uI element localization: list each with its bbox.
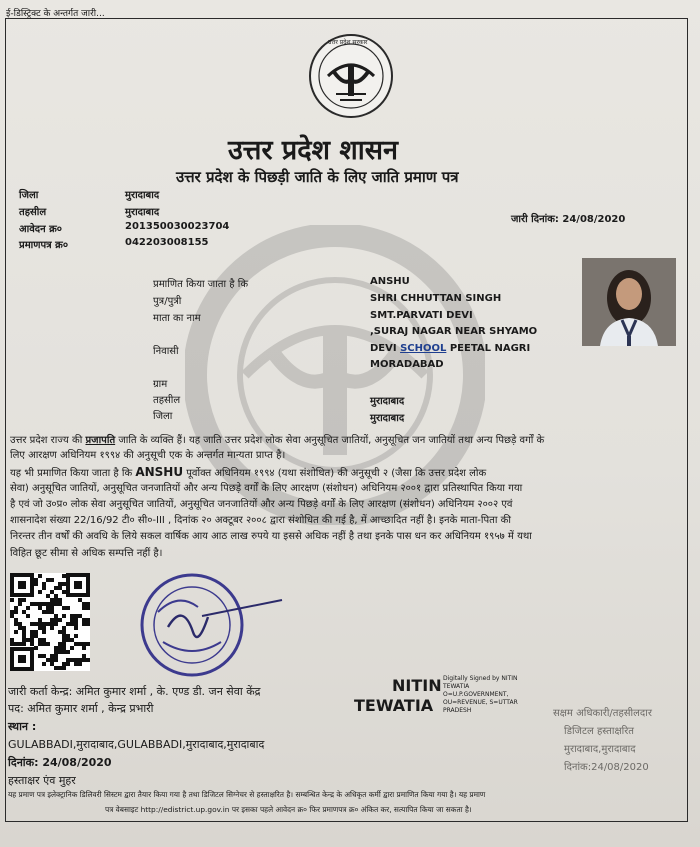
parent-name: SHRI CHHUTTAN SINGH [370,293,502,304]
digital-signature-block: Digitally Signed by NITIN TEWATIA O=U.P.GOVERNMENT, OU=REVENUE, S=UTTAR PRADESH [443,675,518,714]
application-label: आवेदन क्र० [19,224,63,235]
certify-paragraph-line-1: यह भी प्रमाणित किया जाता है कि ANSHU पूर्वोक्त अधिनियम १९९४ (यथा संशोधित) की अनुसूची २ (जैसा कि उत्तर प्रदेश लोक [10,465,487,479]
signer-name-line-2: TEWATIA [354,696,434,715]
page-title: उत्तर प्रदेश शासन [228,135,398,166]
address-school-word: SCHOOL [400,343,447,354]
address-line-1: ,SURAJ NAGAR NEAR SHYAMO [370,326,538,337]
person-district-value: मुरादाबाद [370,413,405,424]
footer-line-1: यह प्रमाण पत्र इलेक्ट्रानिक डिलिवरी सिस्टम द्वारा तैयार किया गया है तथा डिजिटल सिग्नेचर से हस्ताक्षरित है। सम्बन्धित केन्द्र के अधिकृत कर्मी द्वारा प्रमाणित किया गया है। यह प्रमाण [8,790,486,799]
application-number: 201350030023704 [125,221,230,232]
official-seal-icon [138,572,246,678]
certify-paragraph-line-6: विहित छूट सीमा से अधिक सम्पत्ति नहीं है। [10,548,163,559]
certify-name: ANSHU [135,465,184,479]
certify-paragraph-line-2: सेवा) अनुसूचित जातियों, अनुसूचित जनजातियों और अन्य पिछड़े वर्गों के लिए आरक्षण (संशोधन) अधिनियम २००१ द्वारा प्रतिस्थापित किया गया [10,483,523,494]
issuer-date: दिनांक: 24/08/2020 [8,756,112,769]
authority-place: मुरादाबाद,मुरादाबाद [564,744,636,755]
certify-label: प्रमाणित किया जाता है कि [153,279,249,290]
sign-and-seal-label: हस्ताक्षर एंव मुहर [8,774,76,787]
caste-name: प्रजापति [85,435,116,446]
certify-paragraph-line-3: है एवं जो उ०प्र० लोक सेवा अनुसूचित जातियों, अनुसूचित जनजातियों और अन्य पिछड़े वर्गों के लिए आरक्षण (संशोधन) अधिनियम २००२ एवं [10,499,513,510]
mother-name: SMT.PARVATI DEVI [370,310,473,321]
top-note: ई-डिस्ट्रिक्ट के अन्तर्गत जारी... [6,9,105,19]
certificate-number: 042203008155 [125,237,209,248]
person-tehsil-label: तहसील [153,395,181,406]
issuer-center: जारी कर्ता केन्द्र: अमित कुमार शर्मा , के. एण्ड डी. जन सेवा केंद्र [8,685,261,698]
authority-digital-sign: डिजिटल हस्ताक्षरित [564,726,634,737]
person-district-label: जिला [153,411,173,422]
tehsil-value: मुरादाबाद [125,207,160,218]
certificate-label: प्रमाणपत्र क्र० [19,240,69,251]
authority-date: दिनांक:24/08/2020 [564,762,649,773]
applicant-portrait-icon [582,258,676,346]
signature-stroke-icon [200,596,285,618]
caste-paragraph-line-2: लिए आरक्षण अधिनियम १९९४ की अनुसूची एक के अन्तर्गत मान्यता प्राप्त है। [10,450,286,461]
issue-date: जारी दिनांक: 24/08/2020 [511,214,626,225]
place-label: स्थान : [8,720,37,733]
qr-code-icon [10,573,90,671]
applicant-photo [582,258,676,346]
district-label: जिला [19,190,39,201]
emblem-text: उत्तर प्रदेश सरकार [328,39,368,46]
certify-paragraph-line-4: शासनादेश संख्या 22/16/92 टी० सी०-III , दिनांक २० अक्टूबर २००८ द्वारा संशोधित की गई है, में आच्छादित नहीं है। इनके माता-पिता की [10,515,511,526]
signer-name-line-1: NITIN [392,676,442,695]
issuer-post: पद: अमित कुमार शर्मा , केन्द्र प्रभारी [8,702,154,715]
district-value: मुरादाबाद [125,190,160,201]
parent-label: पुत्र/पुत्री [153,296,182,307]
applicant-name: ANSHU [370,276,410,287]
address-line-2: DEVI SCHOOL PEETAL NAGRI [370,343,531,354]
village-label: ग्राम [153,379,168,390]
footer-line-2: पत्र वेबसाइट http://edistrict.up.gov.in पर इसका पहले आवेदन क्र० फिर प्रमाणपत्र क्र० अंकित कर, सत्यापित किया जा सकता है। [105,805,472,814]
authority-title: सक्षम अधिकारी/तहसीलदार [553,708,652,719]
caste-paragraph-line-1: उत्तर प्रदेश राज्य की प्रजापति जाति के व्यक्ति हैं। यह जाति उत्तर प्रदेश लोक सेवा अनुसूचित जातियों, अनुसूचित जन जातियों तथा अन्य पिछड़े वर्गों के [10,435,545,446]
place-value: GULABBADI,मुरादाबाद,GULABBADI,मुरादाबाद,मुरादाबाद [8,738,265,751]
address-line-3: MORADABAD [370,359,444,370]
person-tehsil-value: मुरादाबाद [370,396,405,407]
certify-paragraph-line-5: निरन्तर तीन वर्षों की अवधि के लिये सकल वार्षिक आय आठ लाख रुपये या इससे अधिक नहीं है तथा इनके पास धन कर अधिनियम १९५७ में यथा [10,531,532,542]
tehsil-label: तहसील [19,207,47,218]
certificate-subtitle: उत्तर प्रदेश के पिछड़ी जाति के लिए जाति प्रमाण पत्र [176,168,459,186]
mother-label: माता का नाम [153,313,201,324]
resident-label: निवासी [153,346,179,357]
